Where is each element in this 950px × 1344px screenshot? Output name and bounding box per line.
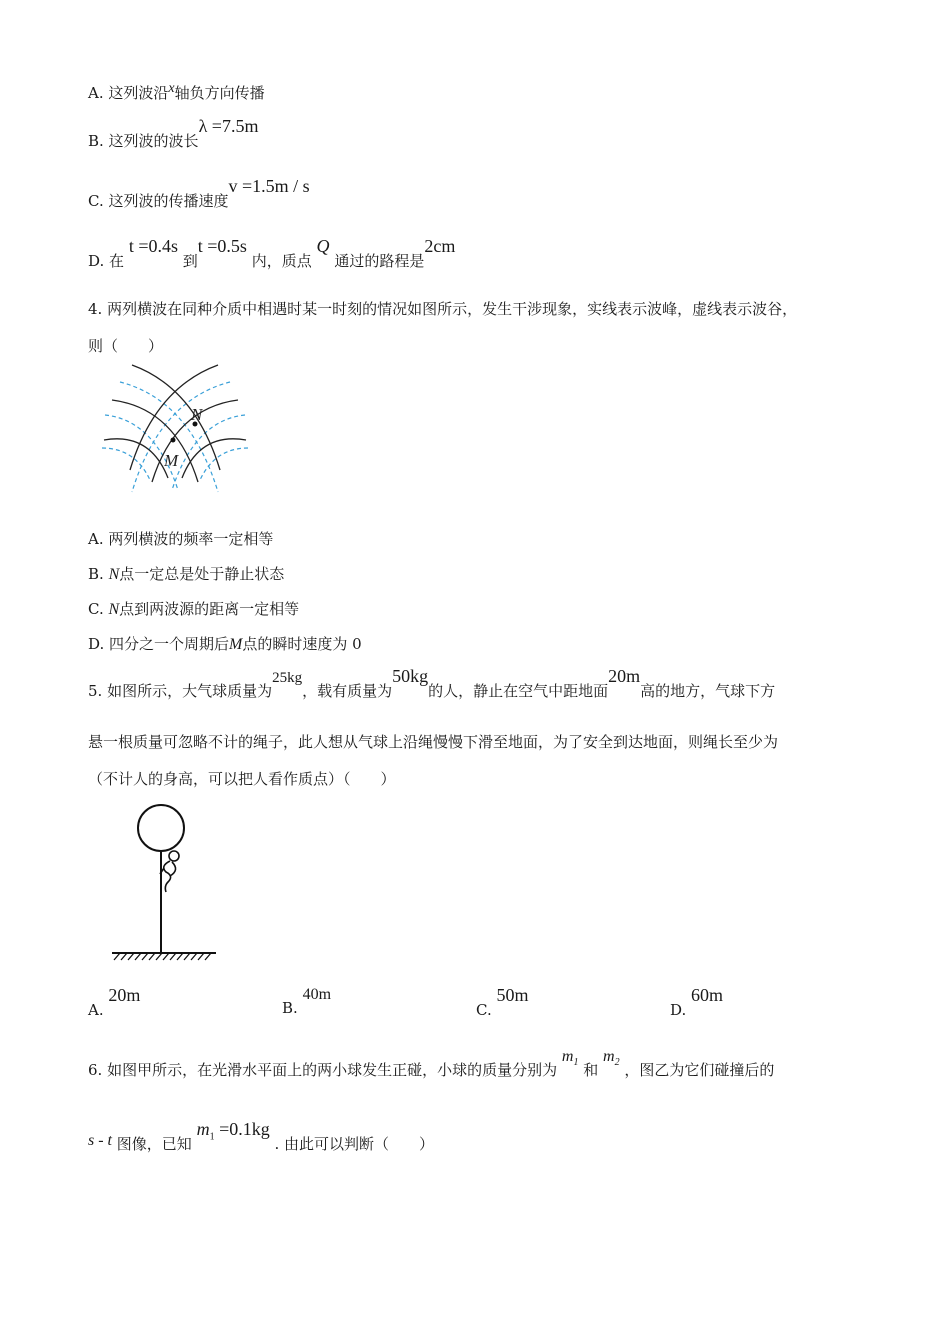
q6-stem-d: . 由此可以判断（ ） <box>274 1135 435 1153</box>
option-value: 20m <box>108 985 141 1005</box>
person-figure <box>160 851 179 892</box>
q3-option-d-text3: 通过的路程是 <box>334 252 425 270</box>
q3-option-a-text: A. 这列波沿 <box>88 84 169 102</box>
q3-option-d-text: D. 在 <box>88 252 125 270</box>
m1-subscript: 1 <box>209 1131 215 1143</box>
option-value: 60m <box>691 985 724 1005</box>
q5-stem-line3: （不计人的身高，可以把人看作质点）（ ） <box>88 770 396 788</box>
given-mass <box>196 1119 270 1143</box>
q4-stem-line1: 4. 两列横波在同种介质中相遇时某一时刻的情况如图所示，发生干涉现象，实线表示波峰，虚线表示波谷， <box>88 300 798 318</box>
q5-option-b[interactable] <box>282 986 332 1018</box>
var-n: N <box>108 566 120 583</box>
option-label: B. <box>282 999 298 1017</box>
interference-figure <box>100 360 250 495</box>
q4-option-d-text: 点的瞬时速度为 0 <box>242 635 362 653</box>
q3-option-d-text2: 内，质点 <box>251 252 312 270</box>
time-start: t =0.4s <box>128 236 178 256</box>
q6-stem-b: ，图乙为它们碰撞后的 <box>624 1061 775 1079</box>
m1-subscript: 1 <box>573 1057 579 1069</box>
q6-and: 和 <box>583 1061 599 1079</box>
speed-formula: v =1.5m / s <box>228 176 310 196</box>
m2-symbol: m <box>603 1048 615 1065</box>
q3-option-c-text: C. 这列波的传播速度 <box>88 192 229 210</box>
trough-lines <box>102 382 248 492</box>
option-label: A. <box>88 1001 104 1019</box>
q5-option-d[interactable] <box>670 985 724 1020</box>
var-x: x <box>168 81 175 96</box>
q5-stem-d: 高的地方，气球下方 <box>640 682 776 700</box>
q3-option-b-text: B. 这列波的波长 <box>88 132 199 150</box>
q4-option-a: A. 两列横波的频率一定相等 <box>88 530 274 548</box>
mass-m2 <box>603 1048 620 1069</box>
q4-option-b <box>88 563 284 584</box>
wavelength-formula: λ =7.5m <box>198 116 259 136</box>
q4-option-c-prefix: C. <box>88 600 109 618</box>
q3-option-a-text2: 轴负方向传播 <box>174 84 265 102</box>
option-label: C. <box>476 1001 492 1019</box>
q5-stem-line2: 悬一根质量可忽略不计的绳子，此人想从气球上沿绳慢慢下滑至地面，为了安全到达地面，则绳长至少为 <box>88 733 779 751</box>
q6-stem-a: 6. 如图甲所示，在光滑水平面上的两小球发生正碰，小球的质量分别为 <box>88 1061 558 1079</box>
m1-symbol: m <box>561 1048 574 1065</box>
label-n: N <box>191 405 203 424</box>
balloon-circle <box>138 805 184 851</box>
q5-option-a[interactable] <box>88 985 141 1020</box>
ground-hatch <box>114 953 211 960</box>
q3-option-b <box>88 116 259 151</box>
balloon-mass: 25kg <box>272 670 303 686</box>
q5-stem-b: ，载有质量为 <box>302 682 393 700</box>
q4-option-d-prefix: D. 四分之一个周期后 <box>88 635 230 653</box>
var-m: M <box>229 636 243 653</box>
given-mass-value: =0.1kg <box>219 1119 270 1139</box>
q4-option-b-text: 点一定总是处于静止状态 <box>119 565 285 583</box>
q3-option-d-to: 到 <box>182 252 198 270</box>
q4-option-c-text: 点到两波源的距离一定相等 <box>119 600 300 618</box>
m2-subscript: 2 <box>614 1057 620 1069</box>
option-label: D. <box>670 1001 687 1019</box>
q6-stem-line2 <box>88 1119 435 1157</box>
var-n: N <box>108 601 120 618</box>
q5-stem-a: 5. 如图所示，大气球质量为 <box>88 682 273 700</box>
point-m-dot <box>171 438 176 443</box>
option-value: 50m <box>496 985 529 1005</box>
q5-stem-c: 的人，静止在空气中距地面 <box>428 682 609 700</box>
s-t-label: s - t <box>88 1132 112 1149</box>
label-m: M <box>164 451 179 470</box>
q4-option-b-prefix: B. <box>88 565 109 583</box>
time-end: t =0.5s <box>197 236 247 256</box>
q3-option-d <box>88 236 456 271</box>
person-mass: 50kg <box>392 666 429 686</box>
q4-stem-line2: 则（ ） <box>88 337 164 355</box>
m1-symbol: m <box>196 1119 210 1139</box>
q5-option-c[interactable] <box>476 985 529 1020</box>
balloon-figure <box>108 800 223 965</box>
mass-m1 <box>561 1048 579 1069</box>
q6-stem-c: 图像，已知 <box>116 1135 192 1153</box>
option-value: 40m <box>302 986 332 1003</box>
q4-option-d <box>88 633 362 654</box>
height-value: 20m <box>608 666 641 686</box>
q3-option-a <box>88 82 265 103</box>
q3-option-c <box>88 176 310 211</box>
q4-option-c <box>88 598 299 619</box>
point-q: Q <box>316 236 330 256</box>
distance-value: 2cm <box>424 236 456 256</box>
q5-stem-line1 <box>88 666 776 701</box>
q6-stem-line1 <box>88 1048 775 1082</box>
